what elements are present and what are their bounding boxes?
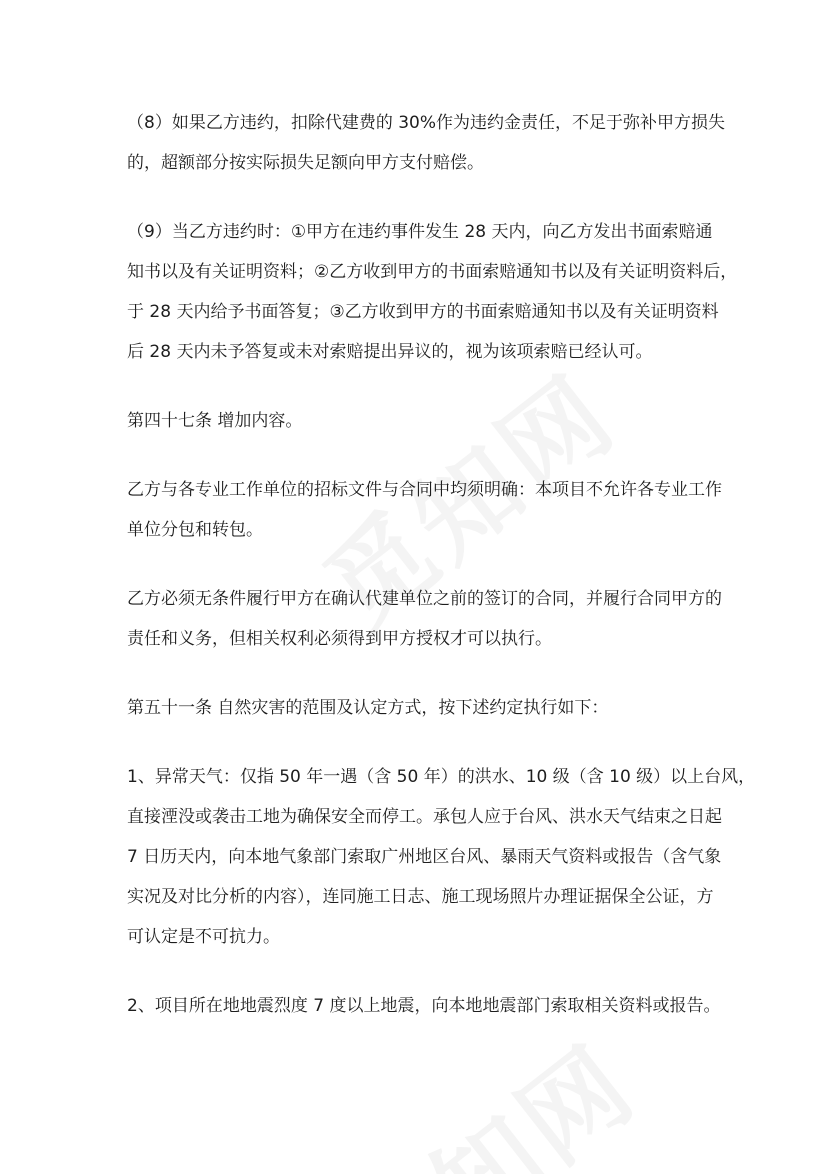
- document-body: [127, 103, 756, 1055]
- text-line: 后 28 天内未予答复或未对索赔提出异议的，视为该项索赔已经认可。: [127, 342, 653, 362]
- paragraph: [127, 757, 756, 957]
- text-line: 1、异常天气：仅指 50 年一遇（含 50 年）的洪水、10 级（含 10 级）以上台风，: [127, 767, 756, 787]
- text-line: （9）当乙方违约时：①甲方在违约事件发生 28 天内，向乙方发出书面索赔通: [127, 222, 713, 242]
- text-line: 于 28 天内给予书面答复；③乙方收到甲方的书面索赔通知书以及有关证明资料: [127, 302, 719, 322]
- text-line: 责任和义务，但相关权利必须得到甲方授权才可以执行。: [127, 629, 552, 649]
- text-line: 的，超额部分按实际损失足额向甲方支付赔偿。: [127, 153, 484, 173]
- paragraph: [127, 986, 721, 1026]
- text-line: （8）如果乙方违约，扣除代建费的 30%作为违约金责任，不足于弥补甲方损失: [127, 113, 726, 133]
- text-line: 单位分包和转包。: [127, 520, 263, 540]
- text-line: 乙方与各专业工作单位的招标文件与合同中均须明确：本项目不允许各专业工作: [127, 480, 722, 500]
- paragraph: [127, 470, 722, 550]
- text-line: 可认定是不可抗力。: [127, 927, 280, 947]
- text-line: 直接湮没或袭击工地为确保安全而停工。承包人应于台风、洪水天气结束之日起: [127, 807, 722, 827]
- text-line: 实况及对比分析的内容），连同施工日志、施工现场照片办理证据保全公证，方: [127, 887, 714, 907]
- paragraph: [127, 688, 713, 728]
- paragraph: [127, 103, 726, 183]
- paragraph: [127, 401, 713, 441]
- text-line: 乙方必须无条件履行甲方在确认代建单位之前的签订的合同，并履行合同甲方的: [127, 589, 722, 609]
- paragraph: [127, 579, 722, 659]
- text-line: 第四十七条 增加内容。: [127, 411, 303, 431]
- paragraph: [127, 212, 738, 372]
- text-line: 知书以及有关证明资料；②乙方收到甲方的书面索赔通知书以及有关证明资料后，: [127, 262, 738, 282]
- text-line: 第五十一条 自然灾害的范围及认定方式，按下述约定执行如下：: [127, 698, 609, 718]
- text-line: 2、项目所在地地震烈度 7 度以上地震，向本地地震部门索取相关资料或报告。: [127, 996, 721, 1016]
- text-line: 7 日历天内，向本地气象部门索取广州地区台风、暴雨天气资料或报告（含气象: [127, 847, 722, 867]
